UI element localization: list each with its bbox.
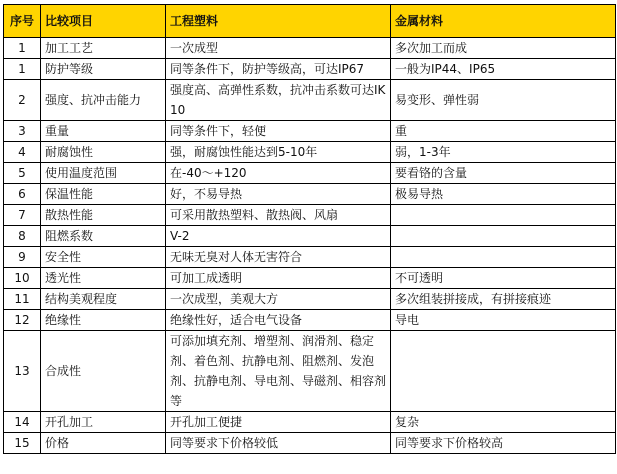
row-metal xyxy=(391,331,616,412)
row-index: 8 xyxy=(4,226,41,247)
table-row xyxy=(4,226,616,247)
row-index: 15 xyxy=(4,433,41,454)
row-index: 3 xyxy=(4,121,41,142)
row-item: 合成性 xyxy=(41,331,166,412)
row-metal: 要看铬的含量 xyxy=(391,163,616,184)
table-row xyxy=(4,142,616,163)
row-plastic: 可加工成透明 xyxy=(166,268,391,289)
row-index: 12 xyxy=(4,310,41,331)
row-metal: 不可透明 xyxy=(391,268,616,289)
row-plastic: 好，不易导热 xyxy=(166,184,391,205)
row-item: 重量 xyxy=(41,121,166,142)
row-item: 强度、抗冲击能力 xyxy=(41,80,166,121)
row-plastic: 一次成型 xyxy=(166,38,391,59)
row-metal: 一般为IP44、IP65 xyxy=(391,59,616,80)
row-plastic: 绝缘性好，适合电气设备 xyxy=(166,310,391,331)
table-row xyxy=(4,412,616,433)
row-item: 阻燃系数 xyxy=(41,226,166,247)
table-row xyxy=(4,433,616,454)
table-row xyxy=(4,184,616,205)
table-row xyxy=(4,310,616,331)
table-row xyxy=(4,268,616,289)
row-index: 1 xyxy=(4,59,41,80)
row-item: 散热性能 xyxy=(41,205,166,226)
table-row xyxy=(4,289,616,310)
row-plastic: 同等条件下，防护等级高，可达IP67 xyxy=(166,59,391,80)
row-index: 10 xyxy=(4,268,41,289)
row-index: 1 xyxy=(4,38,41,59)
row-item: 绝缘性 xyxy=(41,310,166,331)
table-row xyxy=(4,331,616,412)
header-item: 比较项目 xyxy=(41,5,166,38)
row-item: 价格 xyxy=(41,433,166,454)
row-index: 9 xyxy=(4,247,41,268)
row-item: 耐腐蚀性 xyxy=(41,142,166,163)
table-row xyxy=(4,121,616,142)
row-index: 6 xyxy=(4,184,41,205)
row-metal: 重 xyxy=(391,121,616,142)
table-row xyxy=(4,247,616,268)
row-metal: 弱，1-3年 xyxy=(391,142,616,163)
row-plastic: 无味无臭对人体无害符合 xyxy=(166,247,391,268)
row-plastic: 可采用散热塑料、散热阀、风扇 xyxy=(166,205,391,226)
row-item: 加工工艺 xyxy=(41,38,166,59)
row-metal: 复杂 xyxy=(391,412,616,433)
table-header-row xyxy=(4,5,616,38)
row-metal: 多次组装拼接成，有拼接痕迹 xyxy=(391,289,616,310)
row-plastic: 开孔加工便捷 xyxy=(166,412,391,433)
comparison-table xyxy=(3,4,616,454)
row-plastic: 在-40～+120 xyxy=(166,163,391,184)
row-metal xyxy=(391,226,616,247)
row-index: 13 xyxy=(4,331,41,412)
table-row xyxy=(4,80,616,121)
row-metal: 多次加工而成 xyxy=(391,38,616,59)
row-index: 7 xyxy=(4,205,41,226)
row-item: 保温性能 xyxy=(41,184,166,205)
row-plastic: 强度高、高弹性系数，抗冲击系数可达IK10 xyxy=(166,80,391,121)
row-item: 安全性 xyxy=(41,247,166,268)
row-plastic: 同等要求下价格较低 xyxy=(166,433,391,454)
row-metal: 易变形、弹性弱 xyxy=(391,80,616,121)
row-metal xyxy=(391,205,616,226)
row-plastic: 同等条件下，轻便 xyxy=(166,121,391,142)
row-item: 开孔加工 xyxy=(41,412,166,433)
header-metal: 金属材料 xyxy=(391,5,616,38)
row-item: 使用温度范围 xyxy=(41,163,166,184)
row-plastic: 可添加填充剂、增塑剂、润滑剂、稳定剂、着色剂、抗静电剂、阻燃剂、发泡剂、抗静电剂、导电剂、导磁剂、相容剂等 xyxy=(166,331,391,412)
row-plastic: V-2 xyxy=(166,226,391,247)
row-metal: 导电 xyxy=(391,310,616,331)
row-item: 透光性 xyxy=(41,268,166,289)
row-plastic: 强，耐腐蚀性能达到5-10年 xyxy=(166,142,391,163)
table-row xyxy=(4,163,616,184)
row-index: 5 xyxy=(4,163,41,184)
header-plastic: 工程塑料 xyxy=(166,5,391,38)
row-index: 2 xyxy=(4,80,41,121)
row-plastic: 一次成型，美观大方 xyxy=(166,289,391,310)
row-index: 14 xyxy=(4,412,41,433)
comparison-table-container xyxy=(3,4,615,454)
table-row xyxy=(4,38,616,59)
row-item: 防护等级 xyxy=(41,59,166,80)
row-index: 4 xyxy=(4,142,41,163)
table-row xyxy=(4,59,616,80)
row-metal xyxy=(391,247,616,268)
row-item: 结构美观程度 xyxy=(41,289,166,310)
row-index: 11 xyxy=(4,289,41,310)
row-metal: 极易导热 xyxy=(391,184,616,205)
row-metal: 同等要求下价格较高 xyxy=(391,433,616,454)
table-row xyxy=(4,205,616,226)
header-index: 序号 xyxy=(4,5,41,38)
